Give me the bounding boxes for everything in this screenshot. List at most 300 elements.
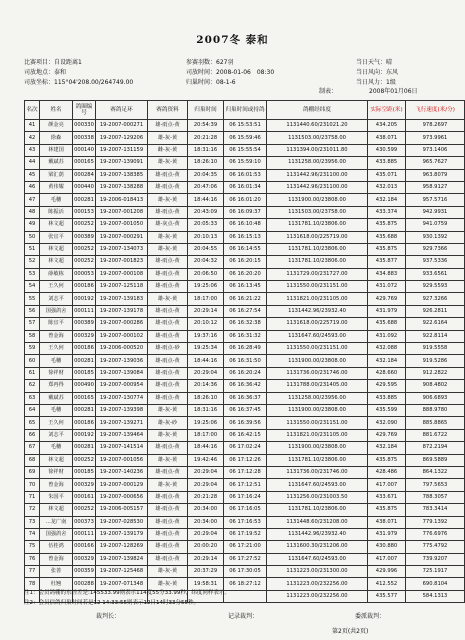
table-row [25,491,465,503]
cell-return-time: 06 17:12:26 [224,454,267,466]
cell-name: 陈振活 [40,206,73,218]
cell-ring: 19-2007-138385 [96,169,148,181]
cell-bird-info: 雄-雨点-黄 [148,491,188,503]
cell-distance: 430.599 [368,144,406,156]
cell-loft-id: 000165 [73,157,96,169]
cell-return-time: 06 16:15:13 [224,231,267,243]
cell-clock-time: 20:34:00 [188,516,224,528]
cell-speed: 779.1392 [406,516,465,528]
cell-loft-id: 000252 [73,219,96,231]
cell-loft-id: 000252 [73,454,96,466]
cell-bird-info: 雄-雨点-黄 [148,281,188,293]
cell-ring: 19-2007-001056 [96,454,148,466]
cell-speed: 881.6722 [406,429,465,441]
cell-distance: 417.007 [368,479,406,491]
cell-return-time: 06 16:27:54 [224,305,267,317]
cell-loft-id: 000281 [73,194,96,206]
cell-loft-coords: 1131442.96/23932.40 [267,305,368,317]
cell-bird-info: 雄-雨点-黄 [148,367,188,379]
table-row [25,231,465,243]
cell-distance: 433.885 [368,392,406,404]
cell-ring: 19-2007-001208 [96,206,148,218]
cell-name: 王久何 [40,281,73,293]
cell-loft-coords: 1131550.00/231151.00 [267,343,368,355]
cell-speed: 725.1917 [406,566,465,578]
table-row [25,454,465,466]
cell-clock-time: 20:05:33 [188,219,224,231]
weather: 当日天气：晴 [356,59,393,66]
cell-return-time: 06 17:12:51 [224,479,267,491]
made-date: 2008年01月06日 [369,88,418,95]
cell-distance: 431.979 [368,528,406,540]
col-rank: 名次 [25,101,40,120]
cell-name: 毛穗 [40,404,73,416]
cell-loft-coords: 1131600.30/231206.00 [267,541,368,553]
cell-rank: 67 [25,442,40,454]
page-title: 2007冬 泰和 [196,34,269,46]
cell-clock-time: 19:37:16 [188,330,224,342]
table-row [25,132,465,144]
race-name: 比赛项目：自设距离1 [24,59,82,66]
header-line-2 [24,67,464,77]
cell-loft-coords: 1131900.00/23808.00 [267,194,368,206]
wind-direction: 当日风向：东风 [356,69,399,76]
cell-rank: 58 [25,330,40,342]
cell-loft-id: 000111 [73,528,96,540]
cell-speed: 973.9961 [406,132,465,144]
cell-ring: 19-2007-129206 [96,132,148,144]
cell-rank: 70 [25,479,40,491]
header-line-1 [24,57,464,67]
made-label: 制表： [319,88,338,95]
cell-distance: 429.769 [368,429,406,441]
cell-distance: 435.875 [368,243,406,255]
cell-loft-coords: 1131394.00/231011.80 [267,144,368,156]
cell-ring: 19-2006-005157 [96,504,148,516]
cell-clock-time: 19:25:06 [188,281,224,293]
cell-return-time: 06 17:19:52 [224,528,267,540]
cell-speed: 788.3057 [406,491,465,503]
cell-distance: 431.092 [368,330,406,342]
cell-return-time: 06 16:42:15 [224,429,267,441]
cell-bird-info: 雄-灰-黄 [148,243,188,255]
cell-loft-id: 000192 [73,293,96,305]
cell-bird-info: 雄-灰-黄 [148,479,188,491]
table-row [25,466,465,478]
cell-bird-info: 雄-灰点-黄 [148,219,188,231]
return-time: 归巢时间：08-1-6 [186,79,236,86]
table-row [25,281,465,293]
cell-rank: 44 [25,157,40,169]
table-row [25,268,465,280]
cell-name: 朱国平 [40,491,73,503]
cell-ring: 19-2007-139091 [96,157,148,169]
cell-return-time: 06 16:36:37 [224,392,267,404]
cell-loft-coords: 1131781.10/23806.00 [267,219,368,231]
cell-name: 薛敏栋 [40,268,73,280]
cell-name: 王久何 [40,417,73,429]
cell-loft-id: 000329 [73,479,96,491]
table-row [25,404,465,416]
cell-loft-coords: 1131647.60/24593.00 [267,479,368,491]
cell-return-time: 06 16:28:49 [224,343,267,355]
table-row [25,330,465,342]
cell-clock-time: 20:29:14 [188,553,224,565]
cell-bird-info: 雄-雨点-黄 [148,355,188,367]
col-speed: 飞行速度(米/分) [406,101,465,120]
cell-clock-time: 18:44:16 [188,194,224,206]
cell-distance: 434.883 [368,268,406,280]
cell-ring: 19-2007-001050 [96,219,148,231]
cell-clock-time: 18:26:10 [188,392,224,404]
cell-speed: 927.3266 [406,293,465,305]
cell-clock-time: 20:10:12 [188,318,224,330]
cell-clock-time: 20:29:04 [188,367,224,379]
cell-bird-info: 雄-灰-黄 [148,404,188,416]
cell-loft-coords: 1131900.00/23808.00 [267,404,368,416]
col-distance: 实际空距(米) [368,101,406,120]
cell-bird-info: 雄-雨点-砂 [148,343,188,355]
cell-bird-info: 雄-雨点-黄 [148,380,188,392]
cell-speed: 912.2822 [406,367,465,379]
cell-loft-coords: 1131821.00/231105.00 [267,293,368,305]
cell-rank: 78 [25,578,40,590]
cell-loft-coords: 1131900.00/23808.00 [267,442,368,454]
cell-speed: 888.9780 [406,404,465,416]
cell-bird-info: 雄-雨点-黄 [148,330,188,342]
cell-distance: 432.088 [368,343,406,355]
cell-return-time: 06 17:12:28 [224,466,267,478]
cell-return-time: 06 16:20:20 [224,268,267,280]
cell-bird-info: 雄-灰-砂 [148,417,188,429]
cell-clock-time: 20:29:04 [188,528,224,540]
cell-distance: 429.769 [368,293,406,305]
cell-name: 梁汇荫 [40,169,73,181]
table-row [25,442,465,454]
cell-rank: 62 [25,380,40,392]
cell-rank: 52 [25,256,40,268]
table-row [25,293,465,305]
cell-distance: 432.090 [368,417,406,429]
cell-ring: 19-2007-071348 [96,578,148,590]
cell-ring: 19-2007-125118 [96,281,148,293]
cell-name: 张善 [40,566,73,578]
cell-ring: 19-2007-134073 [96,243,148,255]
cell-ring: 19-2007-139084 [96,367,148,379]
cell-return-time: 06 16:20:15 [224,256,267,268]
cell-distance: 431.072 [368,281,406,293]
cell-bird-info: 雄-雨点-黄 [148,442,188,454]
cell-loft-id: 000166 [73,541,96,553]
cell-name: 杜翘 [40,578,73,590]
cell-loft-coords: 1131448.60/231208.00 [267,516,368,528]
cell-clock-time: 18:31:16 [188,404,224,416]
cell-ring: 19-2007-000656 [96,491,148,503]
cell-name: 毛穗 [40,442,73,454]
cell-loft-coords: 1131781.10/23806.00 [267,256,368,268]
cell-bird-info: 雄-雨点-黄 [148,181,188,193]
cell-loft-coords: 1131442.96/231100.00 [267,169,368,181]
cell-distance: 428.660 [368,367,406,379]
cell-speed: 929.5593 [406,281,465,293]
cell-loft-id: 000329 [73,553,96,565]
cell-ring: 19-2007-141514 [96,442,148,454]
cell-loft-id: 000288 [73,578,96,590]
cell-ring: 19-2007-028530 [96,516,148,528]
table-row [25,553,465,565]
wind-level: 当日风力：1级 [356,79,396,86]
table-row [25,169,465,181]
cell-loft-coords: 1131223.00/231300.00 [267,566,368,578]
cell-bird-info: 雄-雨点-黄 [148,206,188,218]
cell-distance: 429.595 [368,380,406,392]
cell-clock-time: 20:04:35 [188,169,224,181]
cell-loft-id: 000186 [73,281,96,293]
cell-name: …龙广南 [40,516,73,528]
cell-name: 刘志平 [40,293,73,305]
cell-clock-time: 20:21:28 [188,491,224,503]
cell-speed: 885.8865 [406,417,465,429]
cell-loft-id: 000053 [73,268,96,280]
cell-rank: 48 [25,206,40,218]
cell-return-time: 06 15:59:46 [224,132,267,144]
cell-rank: 54 [25,281,40,293]
cell-loft-id: 000185 [73,367,96,379]
table-row [25,343,465,355]
cell-loft-coords: 1131647.60/24593.00 [267,553,368,565]
cell-rank: 55 [25,293,40,305]
cell-distance: 433.671 [368,491,406,503]
cell-rank: 42 [25,132,40,144]
results-body [25,120,465,603]
cell-speed: 965.7627 [406,157,465,169]
cell-distance: 432.184 [368,355,406,367]
cell-return-time: 06 16:01:20 [224,194,267,206]
entries-count: 参赛羽数：627羽 [186,59,234,66]
cell-bird-info: 雌-灰-黄 [148,144,188,156]
cell-rank: 43 [25,144,40,156]
cell-loft-coords: 1131821.00/231105.00 [267,429,368,441]
cell-speed: 919.5558 [406,343,465,355]
cell-ring: 19-2007-000129 [96,479,148,491]
table-header-row [25,101,465,120]
table-row [25,516,465,528]
cell-rank: 66 [25,429,40,441]
table-row [25,541,465,553]
cell-rank: 51 [25,243,40,255]
cell-name: 徐祥财 [40,367,73,379]
release-coords: 司放坐标：115°04'208.00/264749.00 [24,79,134,86]
release-place: 司放地点：泰和 [24,69,67,76]
cell-distance: 435.577 [368,590,406,602]
cell-loft-id: 000185 [73,466,96,478]
cell-loft-coords: 1131647.60/24593.00 [267,330,368,342]
cell-bird-info: 雄-雨点-黄 [148,504,188,516]
cell-bird-info: 雄-雨点-黄 [148,516,188,528]
cell-speed: 584.1313 [406,590,465,602]
cell-speed: 978.2697 [406,120,465,132]
cell-rank: 64 [25,404,40,416]
cell-loft-id: 000359 [73,566,96,578]
cell-distance: 429.996 [368,566,406,578]
cell-speed: 929.7366 [406,243,465,255]
cell-rank: 61 [25,367,40,379]
page-number: 第2页(共2页) [332,628,369,635]
cell-speed: 937.5336 [406,256,465,268]
cell-distance: 435.599 [368,404,406,416]
cell-loft-id: 000252 [73,243,96,255]
cell-ring: 19-2007-000108 [96,268,148,280]
cell-speed: 864.1322 [406,466,465,478]
cell-rank: 41 [25,120,40,132]
table-row [25,206,465,218]
cell-ring: 19-2007-139824 [96,553,148,565]
cell-clock-time: 20:37:29 [188,566,224,578]
cell-bird-info: 雄-雨点-黄 [148,120,188,132]
cell-return-time: 06 16:13:45 [224,281,267,293]
cell-ring: 19-2007-130774 [96,392,148,404]
cell-rank: 72 [25,504,40,516]
cell-name: 曾金海 [40,330,73,342]
table-row [25,504,465,516]
table-row [25,479,465,491]
cell-speed: 906.6893 [406,392,465,404]
cell-ring: 19-2007-125468 [96,566,148,578]
cell-speed: 922.8114 [406,330,465,342]
cell-rank: 71 [25,491,40,503]
cell-clock-time: 20:29:04 [188,466,224,478]
cell-clock-time: 19:58:31 [188,578,224,590]
table-row [25,219,465,231]
cell-rank: 53 [25,268,40,280]
cell-ring: 19-2007-139178 [96,305,148,317]
table-row [25,380,465,392]
cell-clock-time: 18:17:00 [188,293,224,305]
cell-ring: 19-2007-000271 [96,120,148,132]
cell-speed: 776.6976 [406,528,465,540]
committee-signature-label: 委派裁判： [355,613,386,620]
cell-clock-time: 19:42:46 [188,454,224,466]
cell-distance: 435.875 [368,454,406,466]
cell-loft-id: 000389 [73,318,96,330]
cell-name: 黄伟耀 [40,181,73,193]
cell-return-time: 06 16:31:50 [224,355,267,367]
cell-loft-coords: 1131550.00/231151.00 [267,281,368,293]
cell-clock-time: 20:54:39 [188,120,224,132]
cell-speed: 958.9127 [406,181,465,193]
table-row [25,318,465,330]
cell-loft-id: 000330 [73,120,96,132]
referee-signature-label: 裁判长： [96,613,121,620]
cell-bird-info: 雄-雨点-黄 [148,318,188,330]
cell-loft-coords: 1131503.00/23758.00 [267,132,368,144]
cell-bird-info: 雄-灰-黄 [148,231,188,243]
cell-loft-id: 000111 [73,305,96,317]
cell-rank: 68 [25,454,40,466]
cell-loft-id: 000490 [73,380,96,392]
cell-return-time: 06 18:27:12 [224,578,267,590]
cell-loft-coords: 1131442.96/231100.00 [267,181,368,193]
cell-loft-id: 000440 [73,181,96,193]
cell-loft-id: 000140 [73,144,96,156]
cell-speed: 941.0759 [406,219,465,231]
cell-bird-info: 雄-雨点-黄 [148,466,188,478]
cell-distance: 435.071 [368,169,406,181]
cell-loft-coords: 1131258.00/23956.00 [267,157,368,169]
cell-rank: 60 [25,355,40,367]
cell-bird-info: 雄-雨点-黄 [148,392,188,404]
cell-distance: 438.071 [368,516,406,528]
cell-rank: 63 [25,392,40,404]
cell-loft-id: 000252 [73,256,96,268]
cell-bird-info: 雄-雨点-黄 [148,169,188,181]
cell-clock-time: 20:47:06 [188,181,224,193]
cell-loft-id: 000329 [73,330,96,342]
cell-distance: 428.486 [368,466,406,478]
cell-loft-coords: 1131550.00/231151.00 [267,417,368,429]
col-return-time: 归巢时间或持鸽 [224,101,267,120]
cell-bird-info: 雄-灰-黄 [148,293,188,305]
cell-distance: 435.688 [368,231,406,243]
col-bird-info: 赛鸽资料 [148,101,188,120]
cell-loft-id: 000338 [73,132,96,144]
cell-speed: 922.6164 [406,318,465,330]
cell-name: 毛穗 [40,194,73,206]
cell-name: 戴斌苏 [40,157,73,169]
cell-return-time: 06 15:59:10 [224,157,267,169]
cell-distance: 412.552 [368,578,406,590]
table-row [25,194,465,206]
cell-name: 郑再得 [40,380,73,392]
cell-name: 林建国 [40,144,73,156]
col-ring: 赛鸽足环 [96,101,148,120]
cell-distance: 430.880 [368,541,406,553]
cell-name: 张宜平 [40,231,73,243]
cell-bird-info: 雄-灰-黄 [148,194,188,206]
cell-return-time: 06 15:55:54 [224,144,267,156]
col-loft-coords: 鸽棚经纬度 [267,101,368,120]
cell-return-time: 06 15:53:51 [224,120,267,132]
cell-clock-time: 20:43:09 [188,206,224,218]
cell-speed: 919.5286 [406,355,465,367]
cell-name: 林文超 [40,219,73,231]
cell-name: 徐森 [40,132,73,144]
cell-name: 王久何 [40,343,73,355]
cell-distance: 433.885 [368,157,406,169]
cell-speed: 872.2194 [406,442,465,454]
cell-rank: 73 [25,516,40,528]
cell-return-time: 06 17:02:24 [224,442,267,454]
recorder-signature-label: 记录裁判： [228,613,259,620]
cell-ring: 19-2006-018413 [96,194,148,206]
cell-loft-coords: 1131781.10/23806.00 [267,504,368,516]
cell-return-time: 06 17:21:00 [224,541,267,553]
cell-loft-coords: 1131442.96/23932.40 [267,528,368,540]
col-clock-time: 归巢时间 [188,101,224,120]
cell-rank: 75 [25,541,40,553]
cell-ring: 19-2007-000102 [96,330,148,342]
cell-loft-coords: 1131223.00/232256.00 [267,590,368,602]
cell-loft-coords: 1131256.00/231003.50 [267,491,368,503]
cell-ring: 19-2007-000954 [96,380,148,392]
footer-note-1: 注1：会员鸽棚的东经差是:145533.99则表示114度55分33.99秒，纬度同样表示。 [24,590,230,596]
cell-ring: 19-2007-139464 [96,429,148,441]
cell-clock-time: 18:44:16 [188,355,224,367]
table-row [25,429,465,441]
cell-ring: 19-2007-001823 [96,256,148,268]
cell-return-time: 06 17:16:05 [224,504,267,516]
cell-distance: 435.875 [368,219,406,231]
